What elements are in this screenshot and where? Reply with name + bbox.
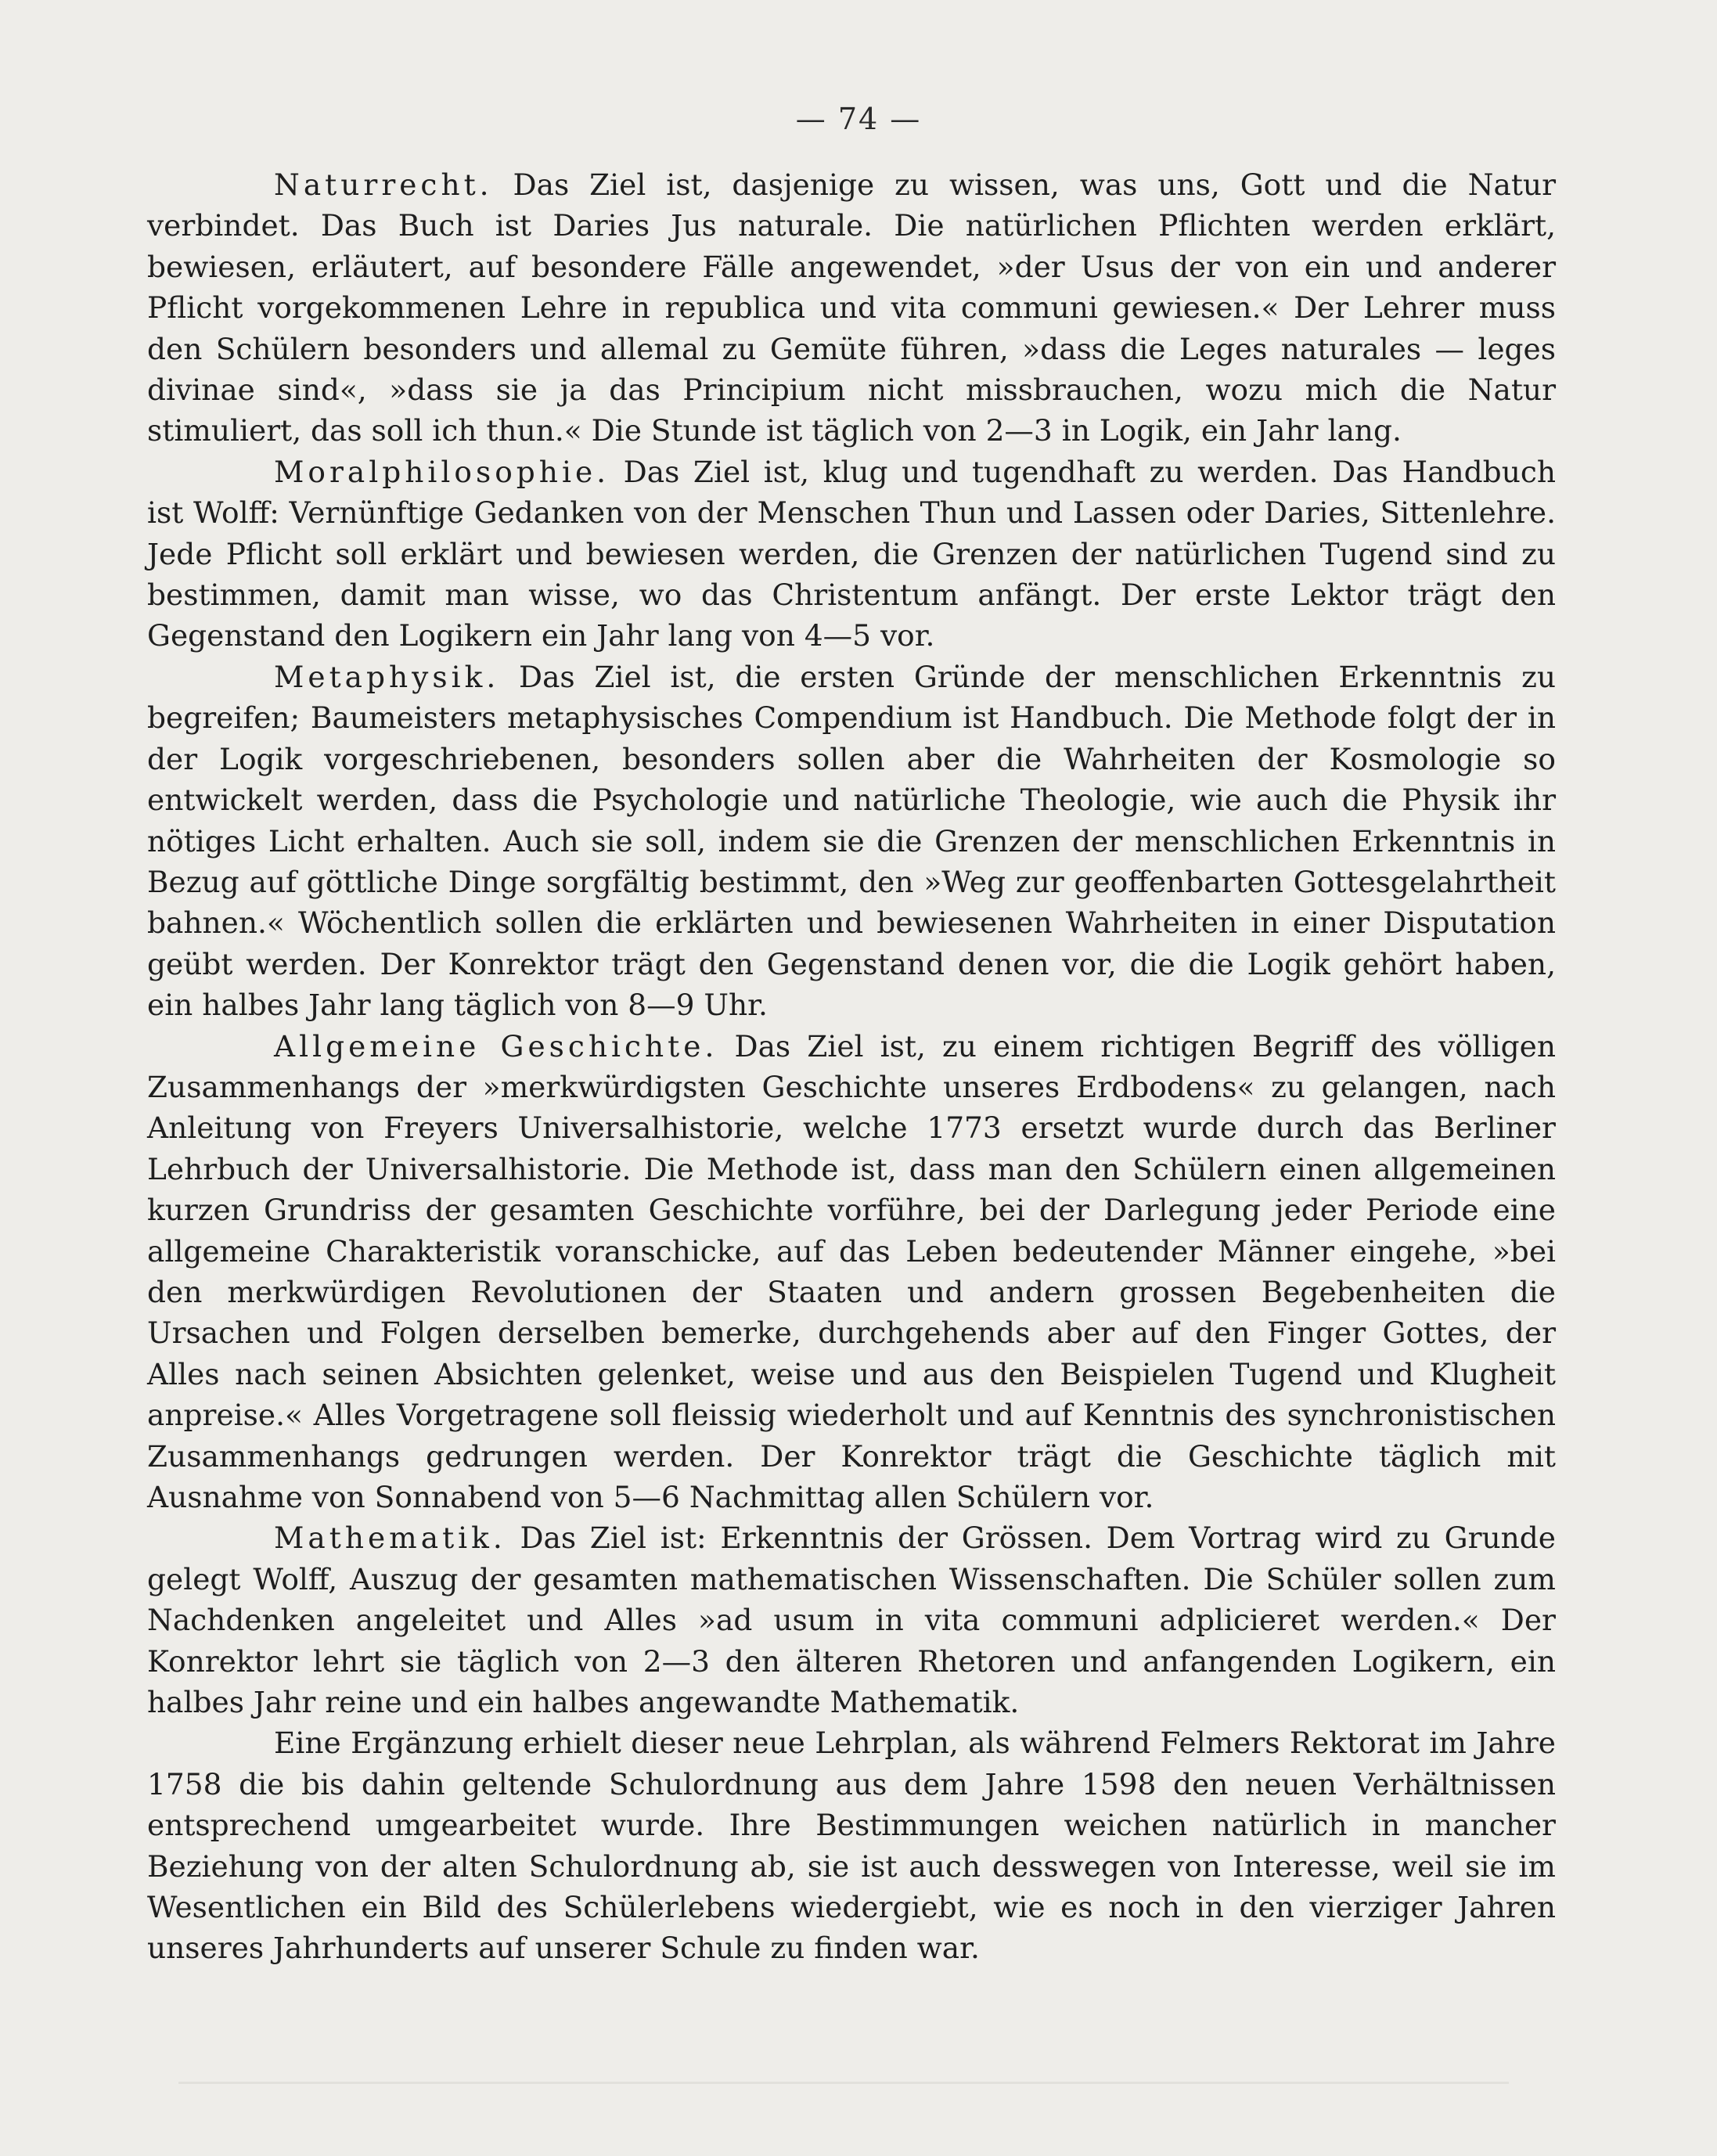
paragraph-metaphysik — [147, 657, 1556, 1026]
bleed-through-line — [178, 2082, 1509, 2084]
paragraph-body: Das Ziel ist, die ersten Gründe der menschlichen Erkenntnis zu begreifen; Baumeisters metaphysisches Compendium ist Handbuch. Die Methode folgt der in der Logik vorgeschriebenen, besonders sollen aber die Wahrheiten der Kosmologie so entwickelt werden, dass die Psychologie und natürliche Theologie, wie auch die Physik ihr nötiges Licht erhalten. Auch sie soll, indem sie die Grenzen der menschlichen Erkenntnis in Bezug auf göttliche Dinge sorgfältig bestimmt, den »Weg zur geoffenbarten Gottesgelahrtheit bahnen.« Wöchentlich sollen die erklärten und bewiesenen Wahrheiten in einer Disputation geübt werden. Der Konrektor trägt den Gegenstand denen vor, die die Logik gehört haben, ein halbes Jahr lang täglich von 8—9 Uhr. — [147, 659, 1556, 1023]
section-heading: Metaphysik. — [274, 659, 500, 694]
paragraph-schulordnung — [147, 1722, 1556, 1968]
bleed-through-shadow — [147, 2066, 1556, 2113]
paragraph-body: Das Ziel ist, klug und tugendhaft zu werden. Das Handbuch ist Wolff: Vernünftige Gedanken von der Menschen Thun und Lassen oder Daries, Sittenlehre. Jede Pflicht soll erklärt und bewiesen werden, die Grenzen der natürlichen Tugend sind zu bestimmen, damit man wisse, wo das Christentum anfängt. Der erste Lektor trägt den Gegenstand den Logikern ein Jahr lang von 4—5 vor. — [147, 454, 1556, 653]
section-heading: Moralphilosophie. — [274, 454, 610, 489]
section-heading: Mathematik. — [274, 1521, 506, 1556]
paragraph-mathematik — [147, 1517, 1556, 1722]
section-heading: Allgemeine Geschichte. — [274, 1028, 718, 1064]
body-text — [147, 164, 1556, 1969]
paragraph-moralphilosophie — [147, 452, 1556, 657]
paragraph-body: Das Ziel ist, zu einem richtigen Begriff des völligen Zusammenhangs der »merkwürdigsten Geschichte unseres Erdbodens« zu gelangen, nach Anleitung von Freyers Universalhistorie, welche 1773 ersetzt wurde durch das Berliner Lehrbuch der Universalhistorie. Die Methode ist, dass man den Schülern einen allgemeinen kurzen Grundriss der gesamten Geschichte vorführe, bei der Darlegung jeder Periode eine allgemeine Charakteristik voranschicke, auf das Leben bedeutender Männer eingehe, »bei den merkwürdigen Revolutionen der Staaten und andern grossen Begebenheiten die Ursachen und Folgen derselben bemerke, durchgehends aber auf den Finger Gottes, der Alles nach seinen Absichten gelenket, weise und aus den Beispielen Tugend und Klugheit anpreise.« Alles Vorgetragene soll fleissig wiederholt und auf Kenntnis des synchronistischen Zusammenhangs gedrungen werden. Der Konrektor trägt die Geschichte täglich mit Ausnahme von Sonnabend von 5—6 Nachmittag allen Schülern vor. — [147, 1028, 1557, 1514]
paragraph-naturrecht — [147, 164, 1556, 452]
paragraph-body: Das Ziel ist: Erkenntnis der Grössen. Dem Vortrag wird zu Grunde gelegt Wolff, Auszug der gesamten mathematischen Wissenschaften. Die Schüler sollen zum Nachdenken angeleitet und Alles »ad usum in vita communi adplicieret werden.« Der Konrektor lehrt sie täglich von 2—3 den älteren Rhetoren und anfangenden Logikern, ein halbes Jahr reine und ein halbes angewandte Mathematik. — [147, 1521, 1556, 1720]
page-number: — 74 — — [795, 102, 922, 136]
paragraph-allgemeine-geschichte — [147, 1026, 1556, 1518]
paragraph-body: Das Ziel ist, dasjenige zu wissen, was uns, Gott und die Natur verbindet. Das Buch ist Daries Jus naturale. Die natürlichen Pflichten werden erklärt, bewiesen, erläutert, auf besondere Fälle angewendet, »der Usus der von ein und anderer Pflicht vorgekommenen Lehre in republica und vita communi gewiesen.« Der Lehrer muss den Schülern besonders und allemal zu Gemüte führen, »dass die Leges naturales — leges divinae sind«, »dass sie ja das Principium nicht missbrauchen, wozu mich die Natur stimuliert, das soll ich thun.« Die Stunde ist täglich von 2—3 in Logik, ein Jahr lang. — [147, 167, 1556, 448]
paragraph-body: Eine Ergänzung erhielt dieser neue Lehrplan, als während Felmers Rektorat im Jahre 1758 die bis dahin geltende Schulordnung aus dem Jahre 1598 den neuen Verhältnissen entsprechend umgearbeitet wurde. Ihre Bestimmungen weichen natürlich in mancher Beziehung von der alten Schulordnung ab, sie ist auch desswegen von Interesse, weil sie im Wesentlichen ein Bild des Schülerlebens wiedergiebt, wie es noch in den vierziger Jahren unseres Jahrhunderts auf unserer Schule zu finden war. — [147, 1726, 1556, 1966]
section-heading: Naturrecht. — [274, 167, 493, 202]
